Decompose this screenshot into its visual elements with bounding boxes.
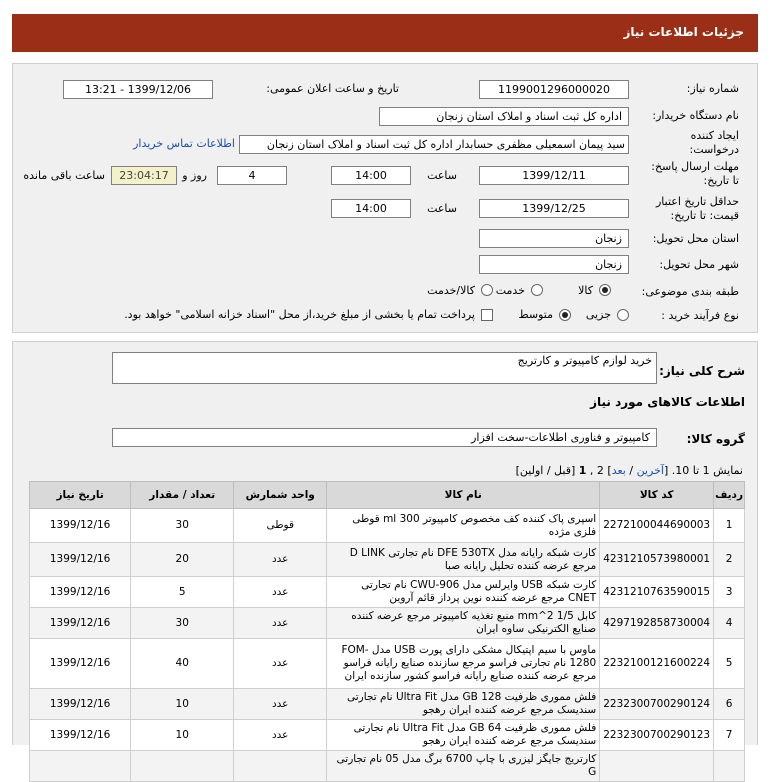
item-date: 1399/12/16 bbox=[30, 639, 131, 689]
remaining-label: ساعت باقی مانده bbox=[23, 169, 105, 182]
need-number-label: شماره نیاز: bbox=[686, 82, 739, 95]
item-qty: 10 bbox=[131, 720, 234, 751]
item-date: 1399/12/16 bbox=[30, 689, 131, 720]
deadline-label bbox=[651, 160, 739, 188]
goods-group-label: گروه کالا: bbox=[686, 432, 745, 446]
row-number: 7 bbox=[714, 720, 745, 751]
pagination bbox=[516, 464, 743, 477]
goods-group-field: کامپیوتر و فناوری اطلاعات-سخت افزار bbox=[112, 428, 657, 447]
table-row[interactable] bbox=[30, 509, 745, 543]
item-code: 2232300700290124 bbox=[600, 689, 714, 720]
item-date: 1399/12/16 bbox=[30, 577, 131, 608]
item-date: 1399/12/16 bbox=[30, 543, 131, 577]
item-code bbox=[600, 751, 714, 782]
item-code: 4297192858730004 bbox=[600, 608, 714, 639]
item-unit: عدد bbox=[234, 608, 327, 639]
goods-section-title: اطلاعات کالاهای مورد نیاز bbox=[590, 395, 745, 409]
row-number: 5 bbox=[714, 639, 745, 689]
page-title: جزئیات اطلاعات نیاز bbox=[623, 25, 744, 39]
days-label: روز و bbox=[182, 169, 207, 182]
row-number: 4 bbox=[714, 608, 745, 639]
table-row[interactable] bbox=[30, 639, 745, 689]
item-name: اسپری پاک کننده کف مخصوص کامپیوتر 300 ml قوطی فلزی مژده bbox=[327, 509, 600, 543]
table-row[interactable] bbox=[30, 720, 745, 751]
deadline-label-line2: تا تاریخ: bbox=[703, 174, 739, 187]
row-number: 1 bbox=[714, 509, 745, 543]
details-panel bbox=[12, 63, 758, 333]
pagination-next-link[interactable]: بعد bbox=[611, 464, 626, 477]
purchase-option-minor: جزیی bbox=[585, 308, 611, 321]
row-number: 6 bbox=[714, 689, 745, 720]
col-unit: واحد شمارش bbox=[234, 482, 327, 509]
table-row[interactable] bbox=[30, 608, 745, 639]
validity-time-field: 14:00 bbox=[331, 199, 411, 218]
item-code: 2232300700290123 bbox=[600, 720, 714, 751]
table-row[interactable] bbox=[30, 751, 745, 782]
category-radio-service[interactable] bbox=[531, 284, 543, 296]
item-unit: عدد bbox=[234, 577, 327, 608]
province-label: استان محل تحویل: bbox=[652, 232, 739, 245]
item-date: 1399/12/16 bbox=[30, 509, 131, 543]
treasury-payment-note: پرداخت تمام یا بخشی از مبلغ خرید،از محل "اسناد خزانه اسلامی" خواهد بود. bbox=[124, 308, 475, 321]
need-number-field: 1199001296000020 bbox=[479, 80, 629, 99]
item-unit: عدد bbox=[234, 543, 327, 577]
city-field: زنجان bbox=[479, 255, 629, 274]
item-name: فلش مموری ظرفیت 128 GB مدل Ultra Fit نام تجارتی سندیسک مرجع عرضه کننده ایران رهجو bbox=[327, 689, 600, 720]
item-unit: عدد bbox=[234, 689, 327, 720]
pagination-suffix: [قبل / اولین] bbox=[515, 464, 579, 477]
item-qty: 10 bbox=[131, 689, 234, 720]
item-name: کارت شبکه USB وایرلس مدل CWU-906 نام تجارتی CNET مرجع عرضه کننده نوین پرداز قائم آروین bbox=[327, 577, 600, 608]
city-label: شهر محل تحویل: bbox=[659, 258, 739, 271]
deadline-date-field: 1399/12/11 bbox=[479, 166, 629, 185]
category-option-goods: کالا bbox=[578, 284, 593, 297]
item-qty: 5 bbox=[131, 577, 234, 608]
item-unit bbox=[234, 751, 327, 782]
days-count-field: 4 bbox=[217, 166, 287, 185]
buyer-org-field: اداره کل ثبت اسناد و املاک استان زنجان bbox=[379, 107, 629, 126]
category-option-goods-service: کالا/خدمت bbox=[427, 284, 475, 297]
category-label: طبقه بندی موضوعی: bbox=[641, 285, 739, 298]
item-unit: قوطی bbox=[234, 509, 327, 543]
item-name: ماوس با سیم اپتیکال مشکی دارای پورت USB مدل FOM-1280 نام تجارتی فراسو مرجع سازنده صنایع رایانه فراسو مرجع عرضه کننده صنایع رایانه فراسو کشور سازنده ایران bbox=[327, 639, 600, 689]
province-field: زنجان bbox=[479, 229, 629, 248]
table-row[interactable] bbox=[30, 689, 745, 720]
col-name: نام کالا bbox=[327, 482, 600, 509]
validity-label bbox=[656, 195, 739, 223]
deadline-time-field: 14:00 bbox=[331, 166, 411, 185]
item-code: 4231210763590015 bbox=[600, 577, 714, 608]
pagination-page-2[interactable]: ] 2 , bbox=[589, 464, 612, 477]
announce-label: تاریخ و ساعت اعلان عمومی: bbox=[266, 82, 399, 95]
item-date bbox=[30, 751, 131, 782]
goods-table bbox=[29, 481, 745, 782]
item-qty: 30 bbox=[131, 608, 234, 639]
validity-date-field: 1399/12/25 bbox=[479, 199, 629, 218]
table-row[interactable] bbox=[30, 543, 745, 577]
validity-label-line1: حداقل تاریخ اعتبار bbox=[655, 195, 739, 208]
summary-field: خرید لوازم کامپیوتر و کارتریج bbox=[112, 352, 657, 384]
item-qty: 30 bbox=[131, 509, 234, 543]
item-qty bbox=[131, 751, 234, 782]
deadline-time-label: ساعت bbox=[427, 169, 457, 182]
pagination-prefix: نمایش 1 تا 10. [ bbox=[663, 464, 743, 477]
announce-field: 1399/12/06 - 13:21 bbox=[63, 80, 213, 99]
col-code: کد کالا bbox=[600, 482, 714, 509]
col-qty: تعداد / مقدار bbox=[131, 482, 234, 509]
item-unit: عدد bbox=[234, 720, 327, 751]
contact-info-link[interactable]: اطلاعات تماس خریدار bbox=[133, 137, 235, 150]
item-date: 1399/12/16 bbox=[30, 608, 131, 639]
item-unit: عدد bbox=[234, 639, 327, 689]
item-name: فلش مموری ظرفیت 64 GB مدل Ultra Fit نام تجارتی سندیسک مرجع عرضه کننده ایران رهجو bbox=[327, 720, 600, 751]
row-number: 2 bbox=[714, 543, 745, 577]
col-date: تاریخ نیاز bbox=[30, 482, 131, 509]
buyer-org-label: نام دستگاه خریدار: bbox=[652, 109, 739, 122]
validity-label-line2: قیمت: تا تاریخ: bbox=[670, 209, 739, 222]
item-code: 4231210573980001 bbox=[600, 543, 714, 577]
row-number bbox=[714, 751, 745, 782]
item-date: 1399/12/16 bbox=[30, 720, 131, 751]
deadline-label-line1: مهلت ارسال پاسخ: bbox=[651, 160, 739, 173]
item-name: کارتریج جایگز لیزری با چاپ 6700 برگ مدل 05 نام تجارتی G bbox=[327, 751, 600, 782]
col-row: ردیف bbox=[714, 482, 745, 509]
treasury-payment-checkbox[interactable] bbox=[481, 309, 493, 321]
creator-label bbox=[690, 129, 739, 157]
pagination-sep: / bbox=[625, 464, 637, 477]
purchase-option-medium: متوسط bbox=[518, 308, 553, 321]
creator-label-line1: ایجاد کننده bbox=[690, 129, 739, 142]
creator-label-line2: درخواست: bbox=[689, 143, 739, 156]
validity-time-label: ساعت bbox=[427, 202, 457, 215]
table-row[interactable] bbox=[30, 577, 745, 608]
category-radio-goods-service[interactable] bbox=[481, 284, 493, 296]
summary-label: شرح کلی نیاز: bbox=[659, 364, 745, 378]
remaining-time-field: 23:04:17 bbox=[111, 166, 177, 185]
item-code: 2272100044690003 bbox=[600, 509, 714, 543]
page-header bbox=[12, 14, 758, 52]
item-qty: 20 bbox=[131, 543, 234, 577]
creator-field: سید پیمان اسمعیلی مظفری حسابدار اداره کل ثبت اسناد و املاک استان زنجان bbox=[239, 135, 629, 154]
goods-table-header bbox=[30, 482, 745, 509]
category-radio-goods[interactable] bbox=[599, 284, 611, 296]
pagination-last-link[interactable]: آخرین bbox=[636, 464, 664, 477]
purchase-radio-minor[interactable] bbox=[617, 309, 629, 321]
category-option-service: خدمت bbox=[495, 284, 525, 297]
item-code: 2232100121600224 bbox=[600, 639, 714, 689]
purchase-radio-medium[interactable] bbox=[559, 309, 571, 321]
item-name: کابل 1/5 mm^2 منبع تغذیه کامپیوتر مرجع عرضه کننده صنایع الکترنیکی ساوه ایران bbox=[327, 608, 600, 639]
item-name: کارت شبکه رایانه مدل DFE 530TX نام تجارتی D LINK مرجع عرضه کننده تحلیل رایانه صبا bbox=[327, 543, 600, 577]
pagination-current: 1 bbox=[578, 464, 587, 477]
row-number: 3 bbox=[714, 577, 745, 608]
item-qty: 40 bbox=[131, 639, 234, 689]
purchase-type-label: نوع فرآیند خرید : bbox=[661, 309, 739, 322]
